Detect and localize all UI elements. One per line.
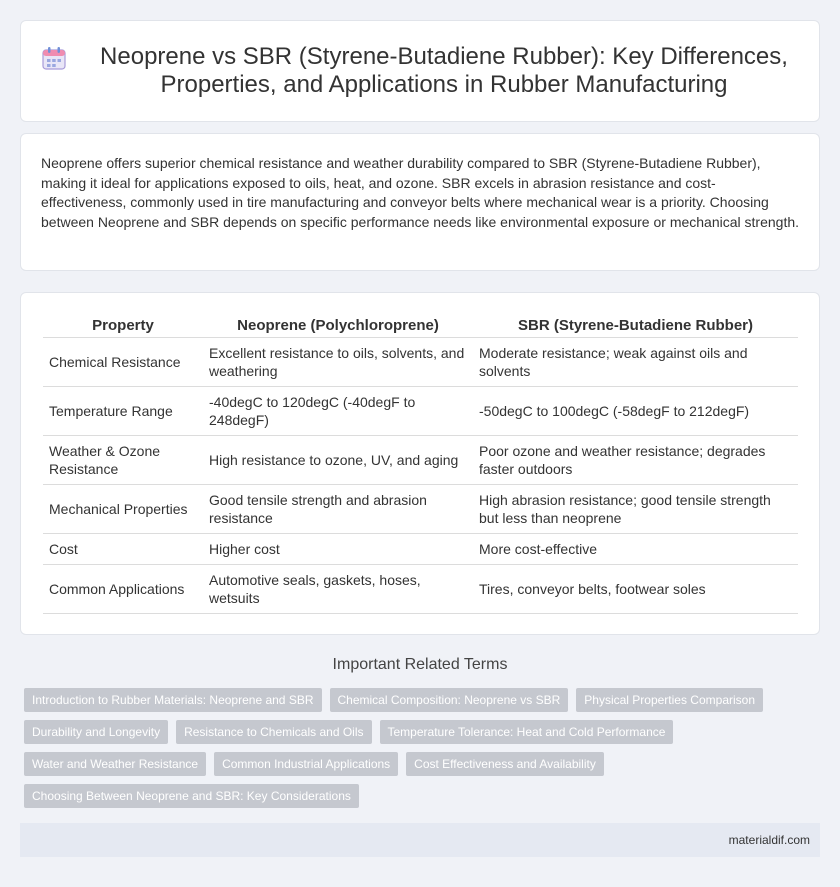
cell-neoprene: Good tensile strength and abrasion resistance <box>203 485 473 534</box>
cell-neoprene: Automotive seals, gaskets, hoses, wetsuits <box>203 565 473 614</box>
table-header-row <box>43 313 798 338</box>
comparison-table-card <box>20 292 820 635</box>
table-row <box>43 338 798 387</box>
cell-sbr: Poor ozone and weather resistance; degrades faster outdoors <box>473 436 798 485</box>
related-term-tag[interactable]: Durability and Longevity <box>24 720 168 744</box>
cell-sbr: High abrasion resistance; good tensile strength but less than neoprene <box>473 485 798 534</box>
related-terms-title: Important Related Terms <box>332 656 508 673</box>
related-term-tag[interactable]: Choosing Between Neoprene and SBR: Key Considerations <box>24 784 359 808</box>
cell-property: Temperature Range <box>43 387 203 436</box>
header-sbr: SBR (Styrene-Butadiene Rubber) <box>473 313 798 338</box>
cell-property: Common Applications <box>43 565 203 614</box>
cell-property: Cost <box>43 534 203 565</box>
page-title: Neoprene vs SBR (Styrene-Butadiene Rubber): Key Differences, Properties, and Applications in Rubber Manufacturing <box>100 43 788 98</box>
cell-neoprene: High resistance to ozone, UV, and aging <box>203 436 473 485</box>
table-row <box>43 436 798 485</box>
related-term-tag[interactable]: Introduction to Rubber Materials: Neoprene and SBR <box>24 688 322 712</box>
footer <box>20 823 820 857</box>
related-term-tag[interactable]: Cost Effectiveness and Availability <box>406 752 604 776</box>
cell-sbr: Moderate resistance; weak against oils and solvents <box>473 338 798 387</box>
related-term-tag[interactable]: Temperature Tolerance: Heat and Cold Performance <box>380 720 674 744</box>
footer-site-link[interactable]: materialdif.com <box>728 833 810 847</box>
cell-property: Weather & Ozone Resistance <box>43 436 203 485</box>
calendar-icon <box>41 45 67 71</box>
related-terms-list <box>24 688 794 816</box>
intro-text: Neoprene offers superior chemical resistance and weather durability compared to SBR (Styrene-Butadiene Rubber), making it ideal for applications exposed to oils, heat, and ozone. SBR excels in abrasion resistance and cost-effectiveness, commonly used in tire manufacturing and conveyor belts where mechanical wear is a priority. Choosing between Neoprene and SBR depends on specific performance needs like environmental exposure or mechanical strength. <box>41 155 800 230</box>
cell-sbr: More cost-effective <box>473 534 798 565</box>
related-term-tag[interactable]: Water and Weather Resistance <box>24 752 206 776</box>
cell-neoprene: Higher cost <box>203 534 473 565</box>
header-neoprene: Neoprene (Polychloroprene) <box>203 313 473 338</box>
intro-card <box>20 133 820 271</box>
cell-property: Mechanical Properties <box>43 485 203 534</box>
cell-sbr: Tires, conveyor belts, footwear soles <box>473 565 798 614</box>
title-card <box>20 20 820 122</box>
table-row <box>43 534 798 565</box>
cell-neoprene: Excellent resistance to oils, solvents, and weathering <box>203 338 473 387</box>
related-term-tag[interactable]: Resistance to Chemicals and Oils <box>176 720 371 744</box>
header-property: Property <box>43 313 203 338</box>
related-term-tag[interactable]: Chemical Composition: Neoprene vs SBR <box>330 688 569 712</box>
title-wrap <box>21 21 819 121</box>
table-row <box>43 387 798 436</box>
cell-neoprene: -40degC to 120degC (-40degF to 248degF) <box>203 387 473 436</box>
cell-sbr: -50degC to 100degC (-58degF to 212degF) <box>473 387 798 436</box>
table-row <box>43 485 798 534</box>
related-term-tag[interactable]: Common Industrial Applications <box>214 752 398 776</box>
comparison-table <box>43 313 798 614</box>
cell-property: Chemical Resistance <box>43 338 203 387</box>
related-term-tag[interactable]: Physical Properties Comparison <box>576 688 763 712</box>
table-row <box>43 565 798 614</box>
